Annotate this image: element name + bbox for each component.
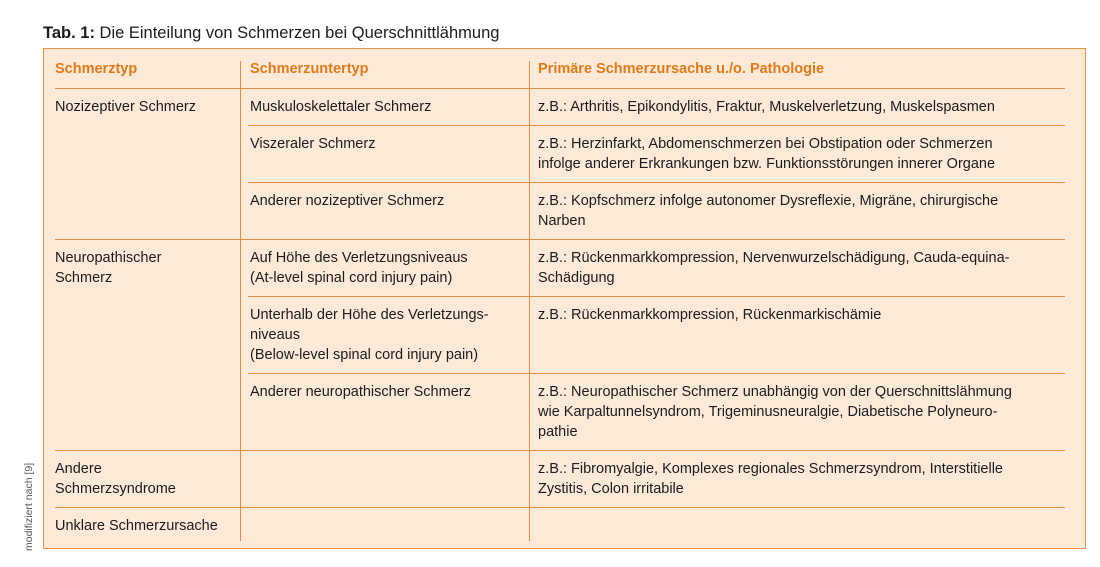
pain-cause-cell: z.B.: Herzinfarkt, Abdomenschmerzen bei Obstipation oder Schmerzen infolge anderer Erkrankungen bzw. Funktionsstörungen innerer Organe xyxy=(538,136,996,172)
header-schmerzursache: Primäre Schmerzursache u./o. Pathologie xyxy=(538,61,825,77)
pain-subtype-cell: Viszeraler Schmerz xyxy=(250,136,376,152)
pain-subtype-cell: Anderer nozizeptiver Schmerz xyxy=(250,193,445,209)
row-divider xyxy=(248,182,1065,183)
pain-classification-table xyxy=(43,48,1086,549)
pain-type-cell: Neuropathischer Schmerz xyxy=(55,250,162,286)
pain-cause-cell: z.B.: Rückenmarkkompression, Nervenwurzelschädigung, Cauda-equina- Schädigung xyxy=(538,250,1010,286)
column-divider xyxy=(529,61,530,541)
pain-cause-cell: z.B.: Neuropathischer Schmerz unabhängig von der Querschnittslähmung wie Karpaltunnelsyndrom, Trigeminusneuralgie, Diabetische Polyneuro- pathie xyxy=(538,384,1012,440)
group-divider xyxy=(55,507,1065,508)
pain-subtype-cell: Unterhalb der Höhe des Verletzungs- niveaus (Below-level spinal cord injury pain) xyxy=(250,307,489,363)
row-divider xyxy=(248,296,1065,297)
pain-cause-cell: z.B.: Fibromyalgie, Komplexes regionales Schmerzsyndrom, Interstitielle Zystitis, Colon irritabile xyxy=(538,461,1003,497)
pain-type-cell: Andere Schmerzsyndrome xyxy=(55,461,176,497)
header-schmerztyp: Schmerztyp xyxy=(55,61,138,77)
group-divider xyxy=(55,239,1065,240)
source-note: modifiziert nach [9] xyxy=(23,462,35,551)
pain-cause-cell: z.B.: Kopfschmerz infolge autonomer Dysreflexie, Migräne, chirurgische Narben xyxy=(538,193,999,229)
table-caption xyxy=(43,23,499,43)
pain-subtype-cell: Auf Höhe des Verletzungsniveaus (At-level spinal cord injury pain) xyxy=(250,250,468,286)
pain-type-cell: Nozizeptiver Schmerz xyxy=(55,99,197,115)
row-divider xyxy=(248,125,1065,126)
caption-label: Tab. 1: xyxy=(43,24,95,42)
pain-subtype-cell: Anderer neuropathischer Schmerz xyxy=(250,384,471,400)
header-divider xyxy=(55,88,1065,89)
column-divider xyxy=(240,61,241,541)
row-divider xyxy=(248,373,1065,374)
caption-text: Die Einteilung von Schmerzen bei Querschnittlähmung xyxy=(94,24,500,42)
header-schmerzuntertyp: Schmerzuntertyp xyxy=(250,61,369,77)
pain-cause-cell: z.B.: Arthritis, Epikondylitis, Fraktur, Muskelverletzung, Muskelspasmen xyxy=(538,99,995,115)
pain-cause-cell: z.B.: Rückenmarkkompression, Rückenmarkischämie xyxy=(538,307,882,323)
pain-subtype-cell: Muskuloskelettaler Schmerz xyxy=(250,99,432,115)
group-divider xyxy=(55,450,1065,451)
pain-type-cell: Unklare Schmerzursache xyxy=(55,518,218,534)
